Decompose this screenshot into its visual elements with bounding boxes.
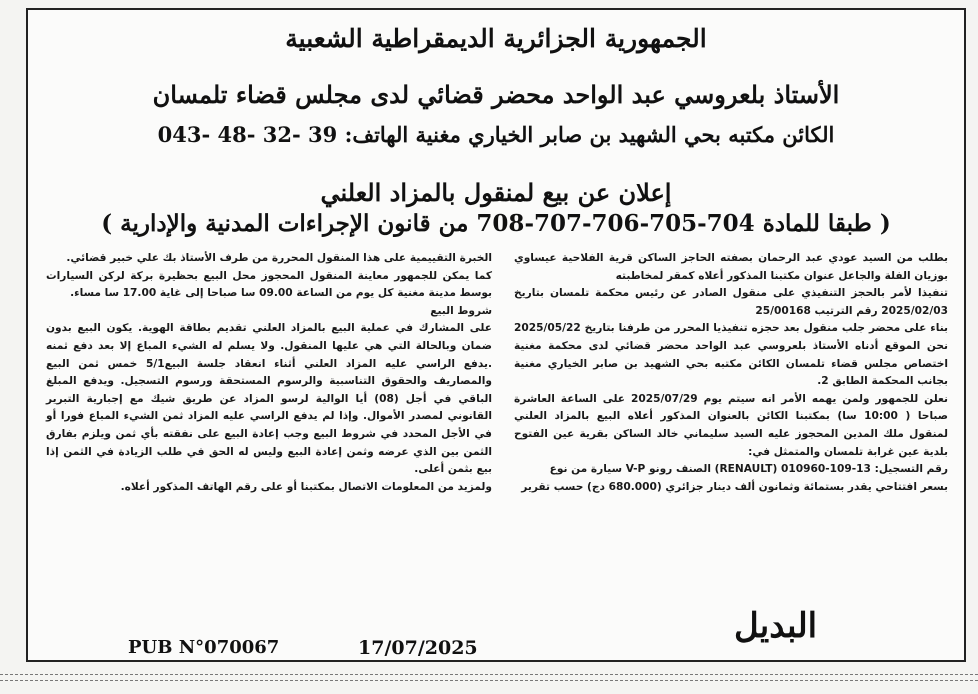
paragraph: على المشارك في عملية البيع بالمزاد العلني تقديم بطاقة الهوية. يكون البيع بدون ضمان وبالحالة التي هي عليها المنقول. ولا يسلم له الشيء المباع إلا بعد دفع ثمنه .يدفع الراسي عليه المزاد العلني أثناء انعقاد جلسة البيع5/1 خمس ثمن البيع والمصاريف والحقوق التناسبية والرسوم المستحقة ورسوم التسجيل. ويدفع المبلغ الباقي في أجل (08) أيا الوالية لرسو المزاد عن طريق شيك مع إجبارية التبرير القانوني لمصدر الأموال. وإذا لم يدفع الراسي عليه المزاد ثمن الشيء المباع فورا أو في الأجل المحدد في شروط البيع وجب إعادة البيع على نفقته بأي ثمن ويلزم بفارق الثمن بين الذي عرضه وثمن إعادة البيع وليس له الحق في طلب الزيادة في الثمن إذا بيع بثمن أعلى.	[46, 322, 492, 476]
paragraph: كما يمكن للجمهور معاينة المنقول المحجوز محل البيع بحظيرة بركة لركن السيارات بوسط مدينة مغنية كل يوم من الساعة 09.00 سا صباحا إلى غاية 17.00 سا مساء.	[46, 269, 492, 300]
signature: البديل	[734, 606, 818, 646]
bailiff-address: الكائن مكتبه بحي الشهيد بن صابر الخياري مغنية الهاتف: 39 -32 -48 -043	[157, 122, 835, 147]
paragraph: نعلن للجمهور ولمن يهمه الأمر انه سيتم يوم 2025/07/29 على الساعة العاشرة صباحا ( 10:00 سا) بمكتبنا الكائن بالعنوان المذكور أعلاه البيع بالمزاد العلني لمنقول ملك المدين المحجوز عليه السيد سليماني خالد الساكن بقرية عين الفتوح بلدية عين غرابة تلمسان والمتمثل في:	[514, 392, 948, 458]
notice-legal-basis: ( طبقا للمادة 704-705-706-707-708 من قانون الإجراءات المدنية والإدارية )	[101, 210, 891, 237]
cut-line	[0, 680, 978, 681]
paragraph: بسعر افتتاحي يقدر بستمائة وثمانون ألف دينار جزائري (680.000 دج) حسب تقرير	[521, 480, 948, 493]
paragraph: الخبرة التقييمية على هذا المنقول المحررة من طرف الأستاذ بك علي خبير قضائي.	[66, 252, 492, 264]
notice-page	[26, 8, 966, 662]
publication-number: PUB N°070067	[128, 637, 280, 658]
bailiff-name: الأستاذ بلعروسي عبد الواحد محضر قضائي لدى مجلس قضاء تلمسان	[152, 80, 840, 109]
republic-header: الجمهورية الجزائرية الديمقراطية الشعبية	[285, 24, 707, 53]
right-column	[514, 250, 948, 496]
paragraph: تنفيذا لأمر بالحجز التنفيذي على منقول الصادر عن رئيس محكمة تلمسان بتاريخ 2025/02/03 رقم الترتيب 25/00168	[514, 287, 948, 317]
paragraph: رقم التسجيل: 13-109-010960 (RENAULT) الصنف رونو V-P سيارة من نوع	[549, 463, 948, 476]
paragraph: بناء على محضر جلب منقول بعد حجزه تنفيذيا المحرر من طرفنا بتاريخ 2025/05/22 نحن الموقع أدناه الأستاذ بلعروسي عبد الواحد محضر قضائي لدى محكمة مغنية اختصاص مجلس قضاء تلمسان الكائن مكتبه بحي الشهيد بن صابر الخياري مغنية بجانب المحكمة الطابق 2.	[514, 322, 948, 388]
paragraph: ولمزيد من المعلومات الاتصال بمكتبنا أو على رقم الهاتف المذكور أعلاه.	[120, 480, 492, 493]
cut-line	[0, 674, 978, 675]
publication-date: 17/07/2025	[358, 637, 478, 659]
section-heading: شروط البيع	[430, 304, 492, 317]
paragraph: بطلب من السيد عودي عبد الرحمان بصفته الحاجز الساكن قرية الفلاحية عيساوي بوزيان الفلة والجاعل عنوان مكتبنا المذكور أعلاه كمقر لمخاطبته	[514, 252, 948, 282]
notice-title: إعلان عن بيع لمنقول بالمزاد العلني	[320, 178, 672, 207]
left-column	[46, 250, 492, 496]
